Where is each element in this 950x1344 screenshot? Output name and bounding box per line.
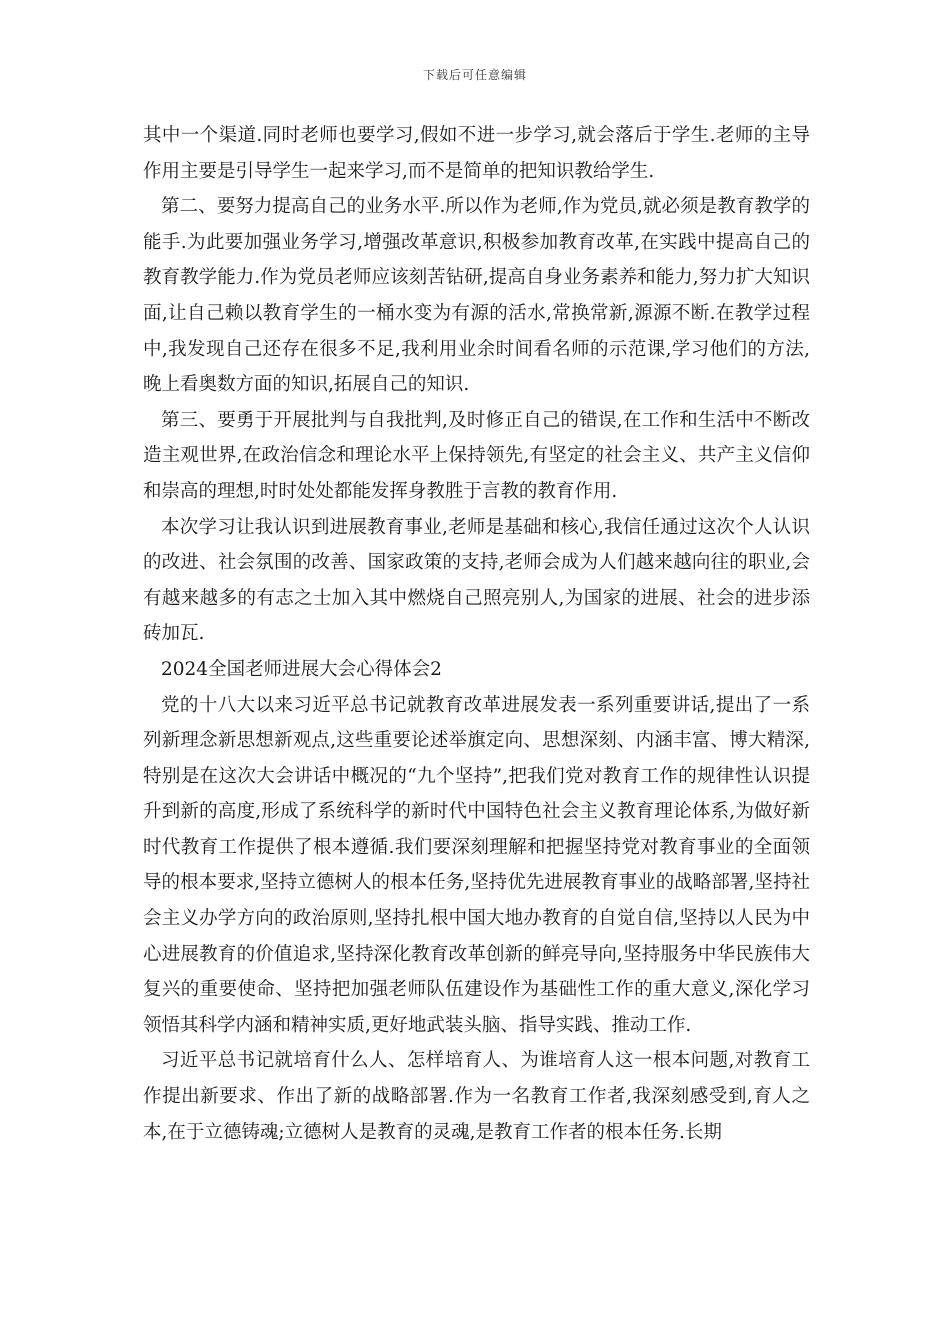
paragraph-6: 习近平总书记就培育什么人、怎样培育人、为谁培育人这一根本问题,对教育工作提出新要求、作出了新的战略部署.作为一名教育工作者,我深刻感受到,育人之本,在于立德铸魂;立德树人是教育的灵魂,是教育工作者的根本任务.长期 xyxy=(143,1050,810,1143)
paragraph-1: 其中一个渠道.同时老师也要学习,假如不进一步学习,就会落后于学生.老师的主导作用主要是引导学生一起来学习,而不是简单的把知识教给学生. xyxy=(143,125,810,182)
section-heading: 2024全国老师进展大会心得体会2 xyxy=(161,658,442,680)
paragraph-3: 第三、要勇于开展批判与自我批判,及时修正自己的错误,在工作和生活中不断改造主观世界,在政治信念和理论水平上保持领先,有坚定的社会主义、共产主义信仰和崇高的理想,时时处处都能发挥身教胜于言教的教育作用. xyxy=(143,409,810,502)
paragraph-4: 本次学习让我认识到进展教育事业,老师是基础和核心,我信任通过这次个人认识的改进、社会氛围的改善、国家政策的支持,老师会成为人们越来越向往的职业,会有越来越多的有志之士加入其中燃烧自己照亮别人,为国家的进展、社会的进步添砖加瓦. xyxy=(143,516,810,645)
document-body xyxy=(143,118,810,1150)
paragraph-2: 第二、要努力提高自己的业务水平.所以作为老师,作为党员,就必须是教育教学的能手.为此要加强业务学习,增强改革意识,积极参加教育改革,在实践中提高自己的教育教学能力.作为党员老师应该刻苦钻研,提高自身业务素养和能力,努力扩大知识面,让自己赖以教育学生的一桶水变为有源的活水,常换常新,源源不断.在教学过程中,我发现自己还存在很多不足,我利用业余时间看名师的示范课,学习他们的方法,晚上看奥数方面的知识,拓展自己的知识. xyxy=(143,196,810,396)
header-note: 下载后可任意编辑 xyxy=(422,68,527,82)
paragraph-5: 党的十八大以来习近平总书记就教育改革进展发表一系列重要讲话,提出了一系列新理念新思想新观点,这些重要论述举旗定向、思想深刻、内涵丰富、博大精深,特别是在这次大会讲话中概况的“九个坚持”,把我们党对教育工作的规律性认识提升到新的高度,形成了系统科学的新时代中国特色社会主义教育理论体系,为做好新时代教育工作提供了根本遵循.我们要深刻理解和把握坚持党对教育事业的全面领导的根本要求,坚持立德树人的根本任务,坚持优先进展教育事业的战略部署,坚持社会主义办学方向的政治原则,坚持扎根中国大地办教育的自觉自信,坚持以人民为中心进展教育的价值追求,坚持深化教育改革创新的鲜亮导向,坚持服务中华民族伟大复兴的重要使命、坚持把加强老师队伍建设作为基础性工作的重大意义,深化学习领悟其科学内涵和精神实质,更好地武装头脑、指导实践、推动工作. xyxy=(143,694,810,1036)
